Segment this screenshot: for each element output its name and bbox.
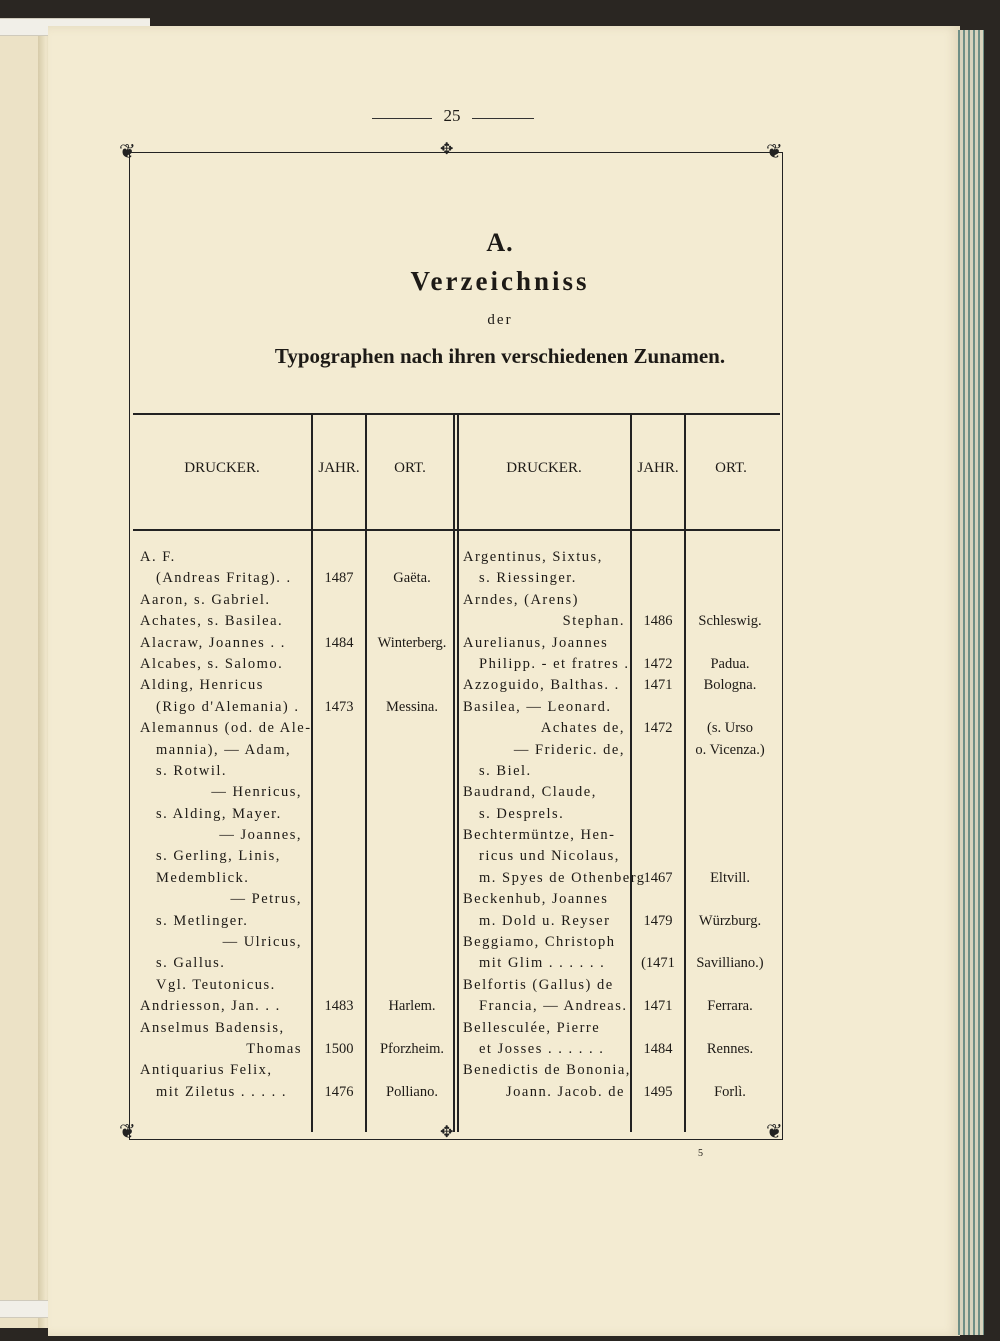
printer-name: — Ulricus, bbox=[222, 934, 302, 951]
printer-name: s. Riessinger. bbox=[479, 570, 577, 587]
printer-name: — Petrus, bbox=[230, 891, 302, 908]
table-row bbox=[463, 1020, 783, 1041]
printing-year: 1476 bbox=[324, 1083, 354, 1100]
corner-ornament-bottom-left: ❦ bbox=[119, 1121, 136, 1143]
printing-place: Winterberg. bbox=[377, 634, 447, 651]
printer-name: Antiquarius Felix, bbox=[140, 1062, 273, 1079]
header-jahr-right: JAHR. bbox=[637, 460, 679, 476]
table-row bbox=[463, 677, 783, 698]
printer-name: Alcabes, s. Salomo. bbox=[140, 655, 284, 672]
table-row bbox=[463, 592, 783, 613]
printer-name: (Rigo d'Alemania) . bbox=[156, 698, 300, 715]
printer-name: A. F. bbox=[140, 549, 176, 565]
printer-name: Joann. Jacob. de bbox=[505, 1083, 625, 1100]
table-row bbox=[463, 784, 783, 805]
table-row bbox=[463, 870, 783, 891]
header-jahr-left: JAHR. bbox=[318, 460, 360, 476]
printer-name: Belfortis (Gallus) de bbox=[463, 976, 614, 993]
table-row bbox=[463, 549, 783, 570]
table-row bbox=[463, 806, 783, 827]
table-row bbox=[463, 1062, 783, 1083]
table-row bbox=[463, 934, 783, 955]
printing-year: 1484 bbox=[324, 634, 354, 651]
page-number: 25 bbox=[443, 106, 461, 125]
printer-name: Argentinus, Sixtus, bbox=[463, 549, 603, 565]
printer-name: Alemannus (od. de Ale- bbox=[140, 720, 312, 737]
section-letter: A. bbox=[486, 228, 514, 257]
printer-name: mit Ziletus . . . . . bbox=[156, 1083, 287, 1100]
printer-name: Anselmus Badensis, bbox=[140, 1019, 285, 1036]
printer-name: Philipp. - et fratres . bbox=[479, 655, 630, 672]
printer-name: Aurelianus, Joannes bbox=[463, 634, 609, 651]
printer-name: s. Desprels. bbox=[479, 805, 565, 822]
printing-year: 1471 bbox=[643, 677, 673, 694]
printing-place: Eltvill. bbox=[710, 869, 750, 886]
printing-year: 1487 bbox=[324, 570, 354, 587]
printer-name: Andriesson, Jan. . . bbox=[140, 998, 281, 1015]
printer-name: Stephan. bbox=[562, 613, 625, 630]
printer-name: s. Metlinger. bbox=[156, 912, 249, 929]
printing-place: Würzburg. bbox=[698, 912, 762, 929]
printing-year: 1484 bbox=[643, 1040, 673, 1057]
printer-name: — Joannes, bbox=[219, 827, 302, 844]
printing-place: Schleswig. bbox=[698, 613, 762, 630]
printer-name: Bechtermüntze, Hen- bbox=[463, 827, 616, 844]
page-edge-marbled bbox=[958, 30, 984, 1335]
center-ornament-bottom: ✥ bbox=[440, 1124, 454, 1141]
right-column bbox=[463, 549, 783, 1105]
table-row bbox=[463, 955, 783, 976]
printer-name: Francia, — Andreas. bbox=[479, 998, 628, 1015]
printer-name: mannia), — Adam, bbox=[156, 741, 292, 758]
printing-year: (1471 bbox=[641, 955, 675, 972]
printing-place: Polliano. bbox=[386, 1083, 438, 1100]
printing-place: Gaëta. bbox=[393, 570, 431, 587]
printer-name: (Andreas Fritag). . bbox=[156, 570, 292, 587]
printing-place: Forlì. bbox=[714, 1083, 746, 1100]
printer-name: Bellesculée, Pierre bbox=[463, 1019, 601, 1036]
printer-name: ricus und Nicolaus, bbox=[479, 848, 620, 865]
printing-place: (s. Urso bbox=[707, 720, 753, 737]
page-title: Verzeichniss bbox=[410, 266, 590, 296]
table-row bbox=[463, 720, 783, 741]
printing-place: Bologna. bbox=[703, 677, 757, 694]
corner-ornament-top-left: ❦ bbox=[119, 141, 136, 163]
table-row bbox=[463, 1041, 783, 1062]
printer-name: Alacraw, Joannes . . bbox=[140, 634, 286, 651]
printing-year: 1472 bbox=[643, 720, 673, 737]
page-subtitle: Typographen nach ihren verschiedenen Zunamen. bbox=[274, 344, 726, 368]
printer-name: m. Spyes de Othenberg bbox=[479, 869, 646, 886]
printing-year: 1500 bbox=[324, 1040, 354, 1057]
table-row bbox=[463, 656, 783, 677]
printing-year: 1467 bbox=[643, 869, 673, 886]
table-row bbox=[463, 699, 783, 720]
printer-name: Vgl. Teutonicus. bbox=[156, 976, 276, 993]
header-ort-right: ORT. bbox=[715, 460, 747, 476]
printing-year: 1472 bbox=[643, 655, 673, 672]
center-ornament-top: ✥ bbox=[440, 141, 454, 158]
table-row bbox=[463, 998, 783, 1019]
printer-name: Beggiamo, Christoph bbox=[463, 934, 616, 951]
printer-name: — Henricus, bbox=[211, 784, 302, 801]
printing-place: Savilliano.) bbox=[696, 955, 764, 972]
printer-name: s. Biel. bbox=[479, 762, 532, 779]
table-row bbox=[463, 613, 783, 634]
table-row bbox=[463, 635, 783, 656]
table-row bbox=[463, 742, 783, 763]
printer-name: s. Gerling, Linis, bbox=[156, 848, 281, 865]
printer-name: Achates, s. Basilea. bbox=[140, 613, 284, 630]
printer-name: s. Gallus. bbox=[156, 955, 226, 972]
table-row bbox=[463, 848, 783, 869]
table-row bbox=[463, 1084, 783, 1105]
table-row bbox=[463, 977, 783, 998]
printer-name: Beckenhub, Joannes bbox=[463, 891, 609, 908]
printer-name: Benedictis de Bononia, bbox=[463, 1062, 631, 1079]
table-row bbox=[463, 827, 783, 848]
title-connector: der bbox=[487, 312, 513, 328]
printer-name: Alding, Henricus bbox=[140, 677, 264, 694]
printer-name: Azzoguido, Balthas. . bbox=[463, 677, 620, 694]
table-row bbox=[463, 913, 783, 934]
table-row bbox=[463, 891, 783, 912]
printing-place: Messina. bbox=[386, 698, 438, 715]
printing-year: 1473 bbox=[324, 698, 354, 715]
printing-year: 1483 bbox=[324, 998, 354, 1015]
printing-place: Rennes. bbox=[706, 1040, 754, 1057]
header-ort-left: ORT. bbox=[394, 460, 426, 476]
printer-name: Baudrand, Claude, bbox=[463, 784, 597, 801]
corner-ornament-top-right: ❦ bbox=[766, 141, 783, 163]
printing-place: Pforzheim. bbox=[379, 1040, 445, 1057]
printer-name: — Frideric. de, bbox=[513, 741, 625, 758]
printer-name: et Josses . . . . . . bbox=[479, 1040, 605, 1057]
printing-year: 1471 bbox=[643, 998, 673, 1015]
printer-name: Aaron, s. Gabriel. bbox=[140, 591, 271, 608]
printer-name: Basilea, — Leonard. bbox=[463, 698, 612, 715]
printer-name: Achates de, bbox=[540, 720, 625, 737]
table-row bbox=[463, 570, 783, 591]
header-drucker-left: DRUCKER. bbox=[184, 460, 260, 476]
printer-name: s. Alding, Mayer. bbox=[156, 805, 282, 822]
printer-name: Thomas bbox=[246, 1040, 302, 1057]
table-row bbox=[463, 763, 783, 784]
page-number-rule-right bbox=[472, 118, 534, 119]
signature-mark: 5 bbox=[698, 1148, 703, 1159]
printing-place: Ferrara. bbox=[707, 998, 753, 1015]
printing-year: 1486 bbox=[643, 613, 673, 630]
printer-name: Arndes, (Arens) bbox=[463, 591, 579, 608]
header-drucker-right: DRUCKER. bbox=[506, 460, 582, 476]
corner-ornament-bottom-right: ❦ bbox=[766, 1121, 783, 1143]
printer-name: s. Rotwil. bbox=[156, 762, 227, 779]
printer-name: mit Glim . . . . . . bbox=[479, 955, 606, 972]
printing-year: 1479 bbox=[643, 912, 673, 929]
printer-name: Medemblick. bbox=[156, 869, 250, 886]
printing-place: o. Vicenza.) bbox=[695, 741, 765, 758]
printer-name: m. Dold u. Reyser bbox=[479, 912, 611, 929]
page-number-rule-left bbox=[372, 118, 432, 119]
printing-place: Harlem. bbox=[388, 998, 436, 1015]
printing-place: Padua. bbox=[710, 655, 750, 672]
printing-year: 1495 bbox=[643, 1083, 673, 1100]
